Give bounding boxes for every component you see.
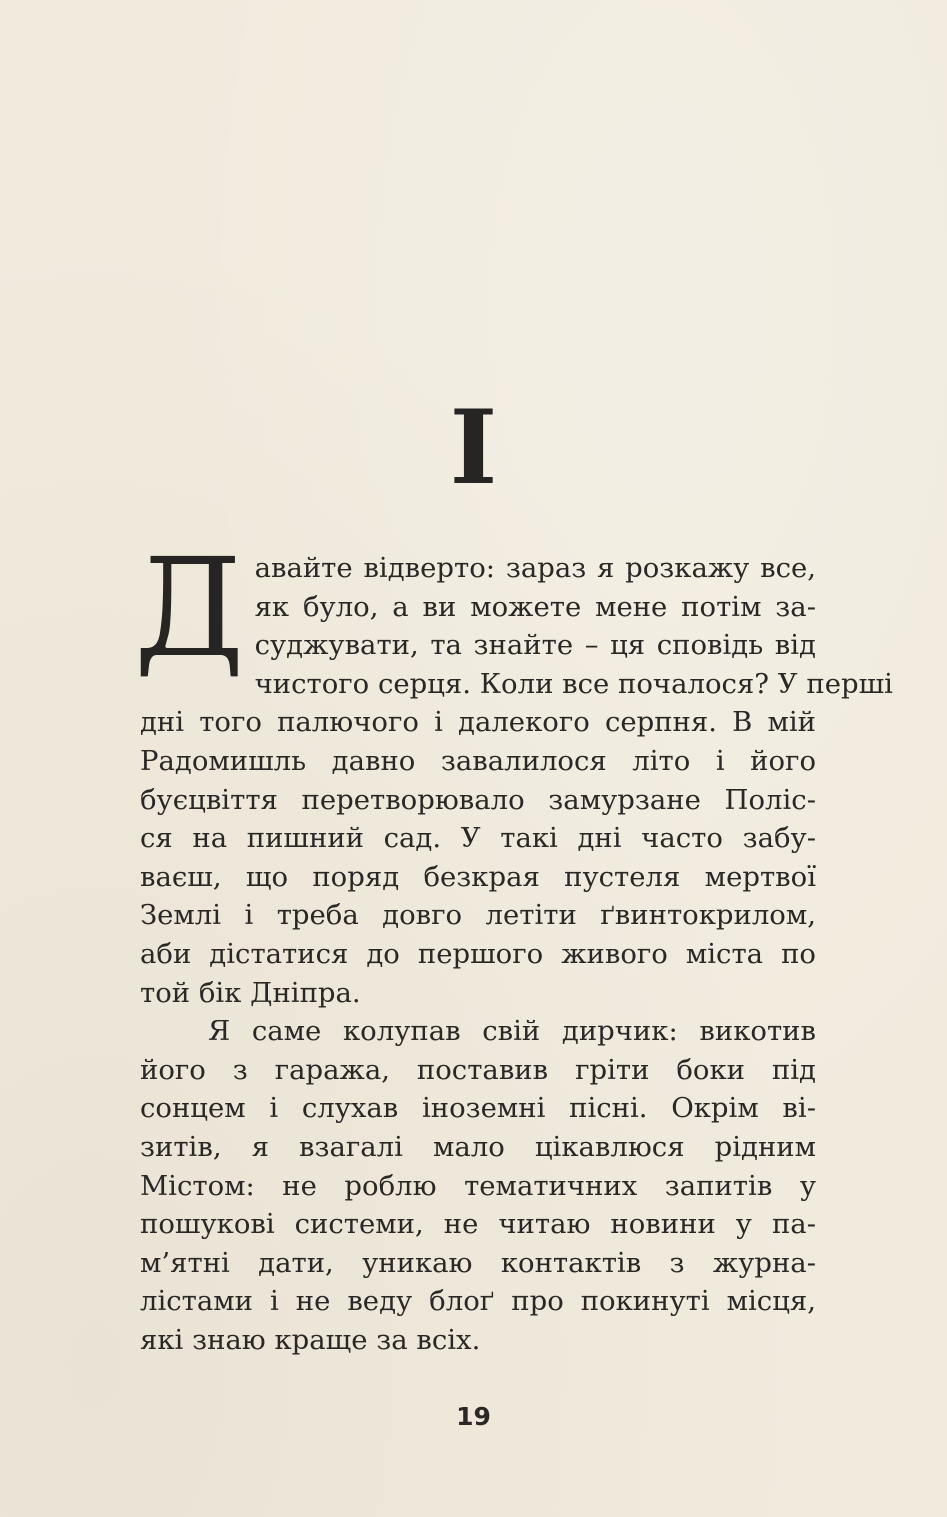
paragraph-1 (134, 530, 893, 1012)
text-line: дні того палючого і далекого серпня. В мій (140, 706, 816, 739)
text-line: аби дістатися до першого живого міста по (140, 937, 816, 970)
text-line: ся на пишний сад. У такі дні часто забу- (140, 822, 816, 855)
text-line: Містом: не роблю тематичних запитів у (140, 1169, 816, 1202)
drop-cap: Д (134, 530, 245, 688)
text-line: суджувати, та знайте – ця сповідь від (254, 629, 816, 662)
paragraph-2 (140, 1012, 816, 1359)
text-line: той бік Дніпра. (140, 976, 361, 1009)
text-line: які знаю краще за всіх. (140, 1323, 481, 1356)
text-line: буєцвіття перетворювало замурзане Поліс- (140, 783, 816, 816)
text-line: як було, а ви можете мене потім за- (254, 590, 816, 623)
text-line: м’ятні дати, уникаю контактів з журна- (140, 1246, 816, 1279)
chapter-body (134, 530, 893, 1359)
text-line: Землі і треба довго летіти ґвинтокрилом, (140, 899, 816, 932)
text-line: зитів, я взагалі мало цікавлюся рідним (140, 1130, 816, 1163)
page-number: 19 (456, 1402, 491, 1431)
text-line: сонцем і слухав іноземні пісні. Окрім ві- (140, 1092, 816, 1125)
text-line: Радомишль давно завалилося літо і його (140, 744, 816, 777)
text-line: Я саме колупав свій дирчик: викотив (208, 1015, 816, 1048)
text-line: авайте відверто: зараз я розкажу все, (254, 552, 816, 584)
text-line: лістами і не веду блоґ про покинуті місця, (140, 1285, 816, 1318)
text-line: ваєш, що поряд безкрая пустеля мертвої (140, 860, 816, 893)
text-line: чистого серця. Коли все почалося? У перші (254, 667, 893, 700)
chapter-number: I (449, 388, 498, 508)
text-line: пошукові системи, не читаю новини у па- (140, 1208, 816, 1241)
text-line: його з гаража, поставив гріти боки під (140, 1053, 816, 1086)
show-through-texture (138, 78, 828, 130)
